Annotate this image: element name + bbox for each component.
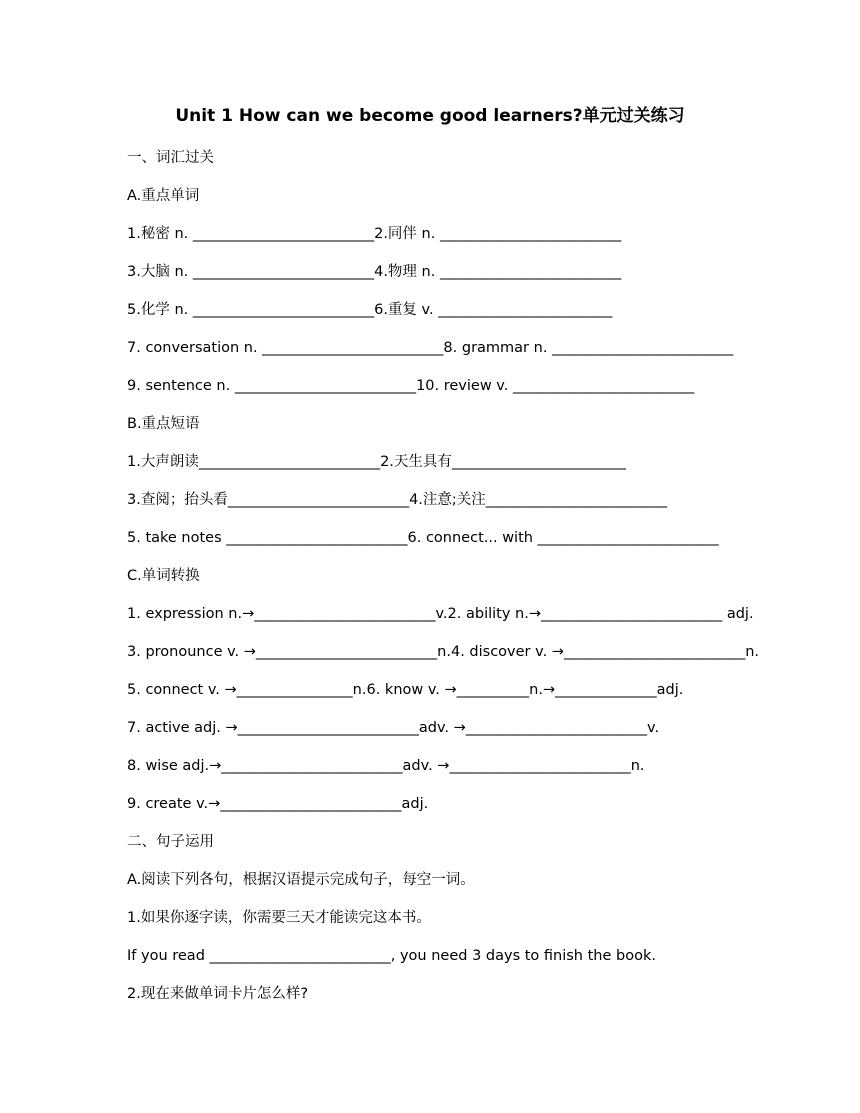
exercise-line: 5.化学 n. _________________________6.重复 v. ________________________ xyxy=(127,302,613,318)
exercise-line: 8. wise adj.→_________________________adv. →_________________________n. xyxy=(127,758,645,774)
exercise-line: 5. connect v. →________________n.6. know v. →__________n.→______________adj. xyxy=(127,682,684,698)
exercise-line: 1. expression n.→_________________________v.2. ability n.→_________________________ adj. xyxy=(127,606,754,622)
exercise-line: 1.秘密 n. _________________________2.同伴 n. _________________________ xyxy=(127,226,622,242)
exercise-line: 1.大声朗读_________________________2.天生具有________________________ xyxy=(127,454,626,470)
subsection-key-words: A.重点单词 xyxy=(127,188,200,204)
exercise-line: 3.查阅；抬头看_________________________4.注意;关注_________________________ xyxy=(127,492,668,508)
exercise-line: 9. sentence n. _________________________10. review v. _________________________ xyxy=(127,378,695,394)
question-line: 2.现在来做单词卡片怎么样? xyxy=(127,986,309,1002)
subsection-word-conversion: C.单词转换 xyxy=(127,568,200,584)
exercise-line: 5. take notes _________________________6. connect... with _________________________ xyxy=(127,530,719,546)
section-heading-vocabulary: 一、词汇过关 xyxy=(127,150,214,166)
question-line: 1.如果你逐字读，你需要三天才能读完这本书。 xyxy=(127,910,431,926)
document-title: Unit 1 How can we become good learners?单元过关练习 xyxy=(175,106,685,126)
exercise-line: 3.大脑 n. _________________________4.物理 n. _________________________ xyxy=(127,264,622,280)
instruction-line: A.阅读下列各句，根据汉语提示完成句子，每空一词。 xyxy=(127,872,475,888)
section-heading-sentences: 二、句子运用 xyxy=(127,834,214,850)
exercise-line: 3. pronounce v. →_________________________n.4. discover v. →_________________________n. xyxy=(127,644,759,660)
exercise-line: If you read _________________________, you need 3 days to finish the book. xyxy=(127,948,656,964)
exercise-line: 9. create v.→_________________________adj. xyxy=(127,796,429,812)
exercise-line: 7. conversation n. _________________________8. grammar n. _________________________ xyxy=(127,340,734,356)
subsection-key-phrases: B.重点短语 xyxy=(127,416,200,432)
exercise-line: 7. active adj. →_________________________adv. →_________________________v. xyxy=(127,720,660,736)
